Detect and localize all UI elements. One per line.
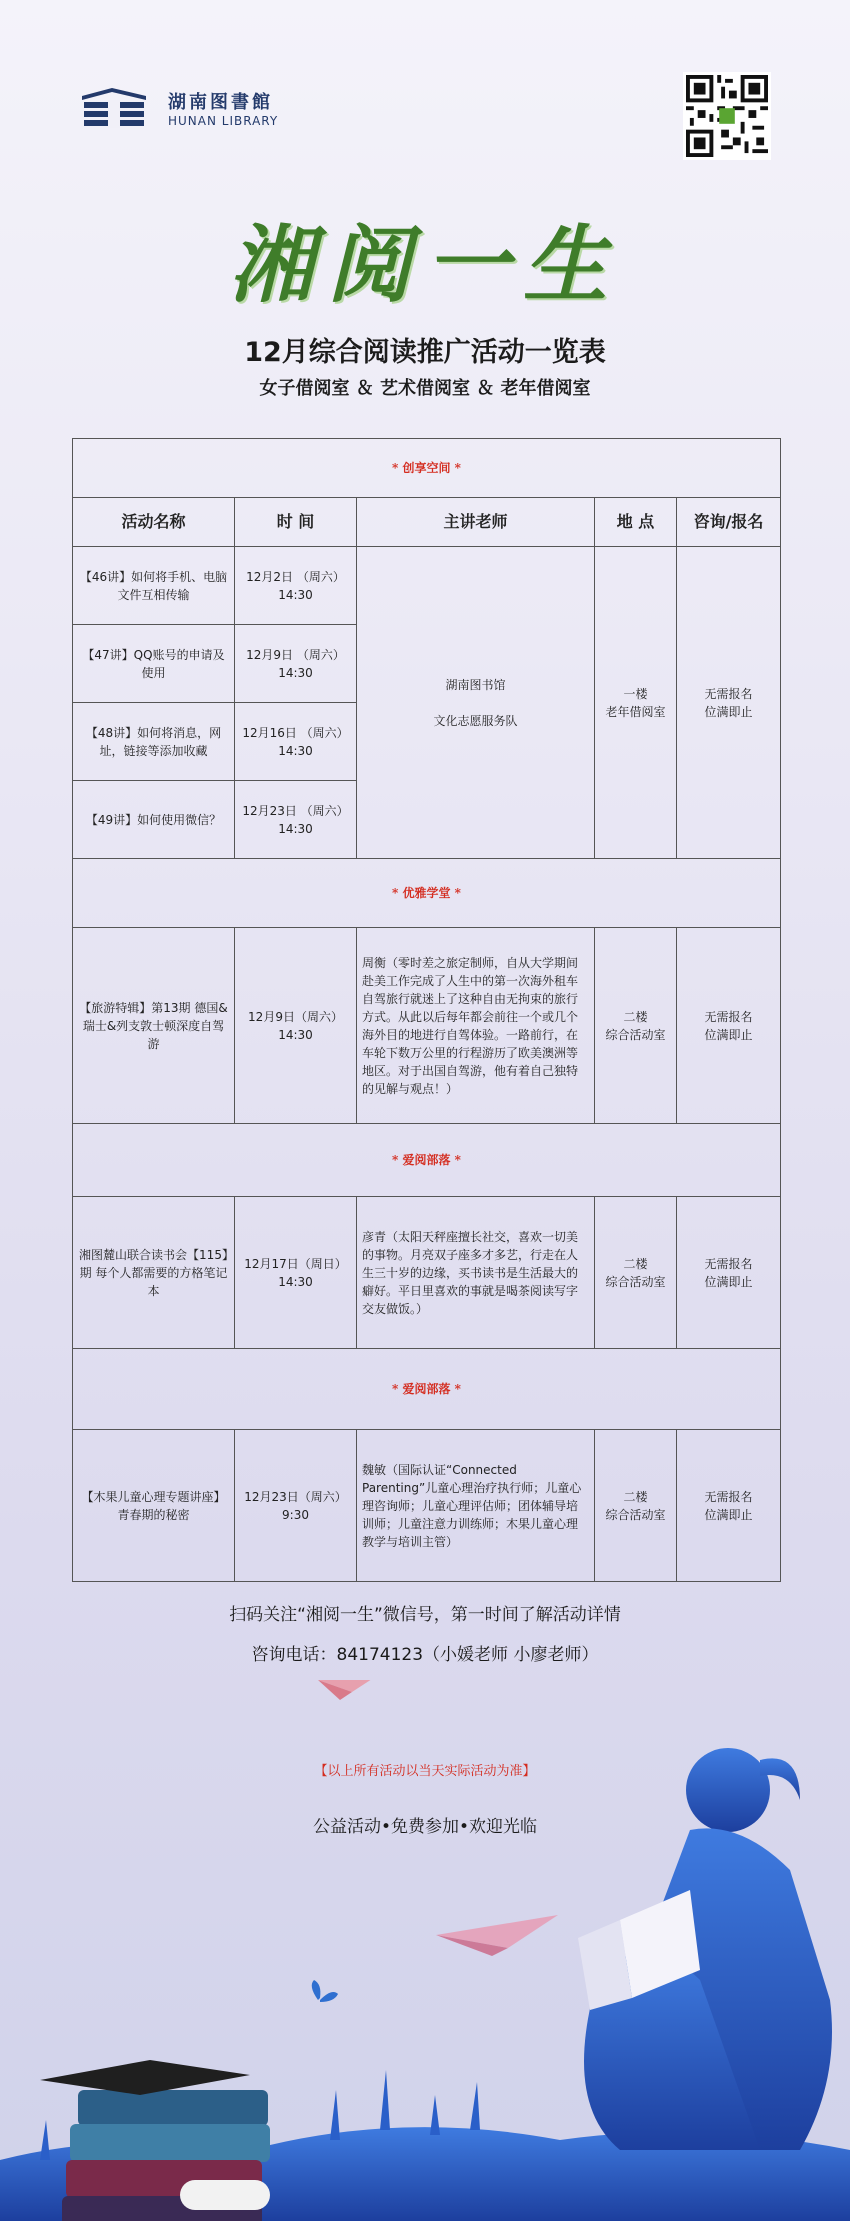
place-line: 二楼: [623, 1009, 648, 1024]
signup-line: 无需报名: [704, 1489, 753, 1504]
time: 14:30: [278, 743, 313, 758]
section-title: * 创享空间 *: [73, 439, 781, 498]
place-line: 一楼: [623, 686, 648, 701]
scan-follow-text: 扫码关注“湘阅一生”微信号，第一时间了解活动详情: [229, 1605, 621, 1625]
teacher-description: 彦青（太阳天秤座擅长社交，喜欢一切美的事物。月亮双子座多才多艺，行走在人生三十岁的边缘，买书读书是生活最大的癖好。平日里喜欢的事就是喝茶阅读写字交友做饭。）: [357, 1197, 595, 1349]
table-row: [73, 547, 781, 625]
column-header: 活动名称: [73, 498, 235, 547]
place-line: 老年借阅室: [605, 704, 666, 719]
signup-cell: [677, 1430, 781, 1582]
table-header-row: [73, 498, 781, 547]
place-cell: [595, 928, 677, 1124]
place-line: 综合活动室: [605, 1027, 666, 1042]
teacher-description: 魏敏（国际认证“Connected Parenting”儿童心理治疗执行师；儿童心理咨询师；儿童心理评估师；团体辅导培训师；儿童注意力训练师；木果儿童心理教学与培训主管）: [357, 1430, 595, 1582]
activity-time: [235, 1430, 357, 1582]
column-header: 主讲老师: [357, 498, 595, 547]
activity-name: 【47讲】QQ账号的申请及使用: [73, 625, 235, 703]
date: 12月23日 （周六）: [242, 803, 349, 818]
section-title: * 爱阅部落 *: [73, 1349, 781, 1430]
section-header-row: [73, 439, 781, 498]
time: 14:30: [278, 821, 313, 836]
signup-line: 无需报名: [704, 1009, 753, 1024]
signup-line: 位满即止: [704, 1507, 753, 1522]
activity-name: 【49讲】如何使用微信？: [73, 781, 235, 859]
signup-line: 无需报名: [704, 686, 753, 701]
activity-time: [235, 781, 357, 859]
section-header-row: [73, 859, 781, 928]
notice-text: 【以上所有活动以当天实际活动为准】: [314, 1764, 536, 1779]
activity-name: 【48讲】如何将消息，网址，链接等添加收藏: [73, 703, 235, 781]
signup-line: 位满即止: [704, 1027, 753, 1042]
teacher-cell: [357, 547, 595, 859]
date: 12月9日（周六）: [248, 1009, 343, 1024]
signup-cell: [677, 928, 781, 1124]
place-cell: [595, 547, 677, 859]
teacher-line: 文化志愿服务队: [433, 713, 518, 728]
time: 14:30: [278, 587, 313, 602]
signup-line: 无需报名: [704, 1256, 753, 1271]
place-line: 综合活动室: [605, 1274, 666, 1289]
activity-name: 湘图麓山联合读书会【115】期 每个人都需要的方格笔记本: [73, 1197, 235, 1349]
activity-time: [235, 1197, 357, 1349]
library-logo-icon: [78, 86, 150, 130]
table-row: [73, 928, 781, 1124]
time: 14:30: [278, 1274, 313, 1289]
date: 12月17日（周日）: [244, 1256, 347, 1271]
place-line: 二楼: [623, 1489, 648, 1504]
activity-time: [235, 928, 357, 1124]
activity-name: 【木果儿童心理专题讲座】青春期的秘密: [73, 1430, 235, 1582]
column-header: 地 点: [595, 498, 677, 547]
activity-time: [235, 547, 357, 625]
main-title: 湘阅一生: [228, 215, 621, 314]
section-header-row: [73, 1124, 781, 1197]
date: 12月9日 （周六）: [246, 647, 345, 662]
teacher-line: 湖南图书馆: [445, 677, 506, 692]
activity-name: 【旅游特辑】第13期 德国&瑞士&列支敦士顿深度自驾游: [73, 928, 235, 1124]
rooms-line: 女子借阅室 ＆ 艺术借阅室 ＆ 老年借阅室: [259, 378, 591, 399]
place-line: 综合活动室: [605, 1507, 666, 1522]
time: 9:30: [282, 1507, 309, 1522]
activity-table: [72, 438, 781, 1582]
table-row: [73, 1430, 781, 1582]
signup-cell: [677, 1197, 781, 1349]
signup-line: 位满即止: [704, 1274, 753, 1289]
qr-code-icon[interactable]: [683, 72, 771, 160]
activity-time: [235, 703, 357, 781]
section-title: * 爱阅部落 *: [73, 1124, 781, 1197]
date: 12月2日 （周六）: [246, 569, 345, 584]
column-header: 时 间: [235, 498, 357, 547]
signup-cell: [677, 547, 781, 859]
section-header-row: [73, 1349, 781, 1430]
library-name-en: HUNAN LIBRARY: [168, 114, 279, 128]
butterfly-icon: [312, 1980, 338, 2002]
activity-name: 【46讲】如何将手机、电脑文件互相传输: [73, 547, 235, 625]
teacher-description: 周衡（零时差之旅定制师，自从大学期间赴美工作完成了人生中的第一次海外租车自驾旅行就迷上了这种自由无拘束的旅行方式。从此以后每年都会前往一个或几个海外目的地进行自驾体验。一路前行，在车轮下数万公里的行程游历了欧美澳洲等地区。对于出国自驾游，他有着自己独特的见解与观点！）: [357, 928, 595, 1124]
column-header: 咨询/报名: [677, 498, 781, 547]
subtitle: 12月综合阅读推广活动一览表: [244, 337, 606, 368]
date: 12月16日 （周六）: [242, 725, 349, 740]
time: 14:30: [278, 1027, 313, 1042]
place-line: 二楼: [623, 1256, 648, 1271]
place-cell: [595, 1430, 677, 1582]
phone-text: 咨询电话：84174123（小媛老师 小廖老师）: [251, 1645, 599, 1665]
time: 14:30: [278, 665, 313, 680]
free-activity-text: 公益活动•免费参加•欢迎光临: [312, 1817, 538, 1837]
place-cell: [595, 1197, 677, 1349]
activity-time: [235, 625, 357, 703]
date: 12月23日（周六）: [244, 1489, 347, 1504]
signup-line: 位满即止: [704, 704, 753, 719]
library-name-cn: 湖南图書館: [168, 92, 273, 113]
section-title: * 优雅学堂 *: [73, 859, 781, 928]
table-row: [73, 1197, 781, 1349]
